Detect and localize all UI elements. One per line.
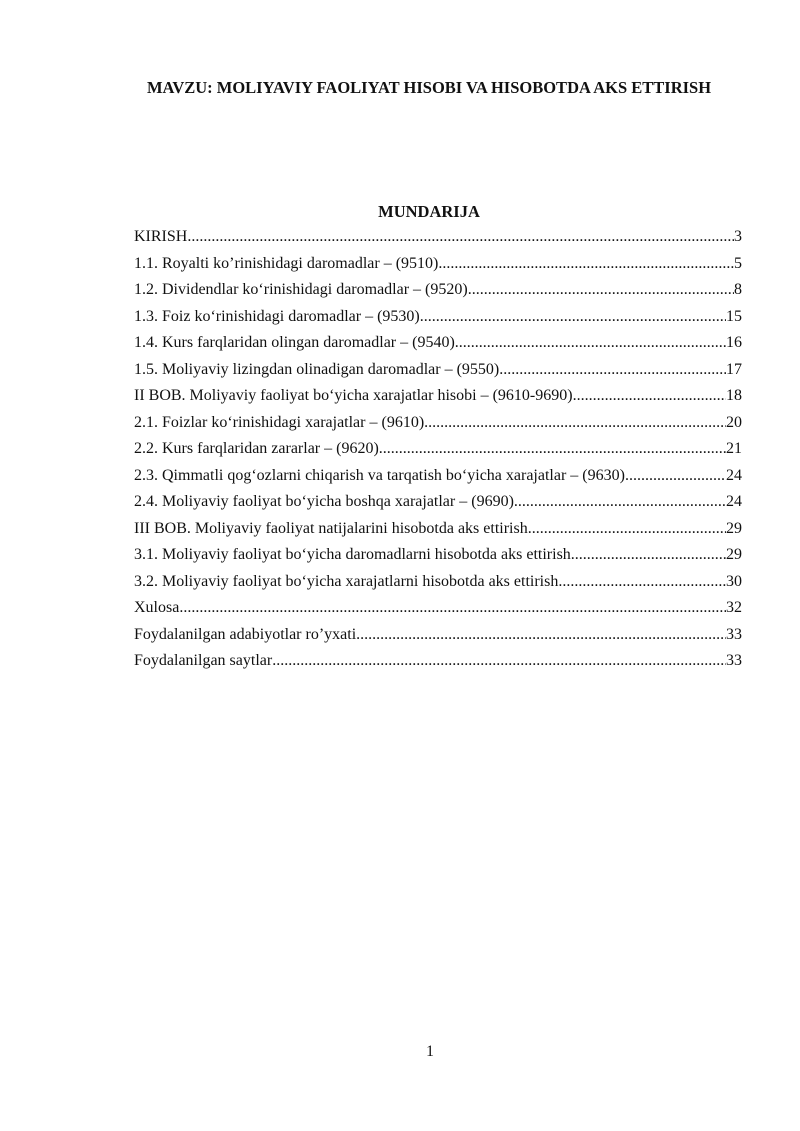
toc-entry-label: 1.5. Moliyaviy lizingdan olinadigan daromadlar – (9550) [134, 360, 500, 378]
toc-entry-label: 1.3. Foiz ko‘rinishidagi daromadlar – (9530) [134, 307, 420, 325]
toc-heading: MUNDARIJA [378, 202, 480, 221]
dot-leader [455, 330, 726, 357]
toc-entry-page: 18 [726, 387, 742, 404]
toc-entry-2-1[interactable] [134, 410, 742, 437]
toc-entry-page: 33 [726, 625, 742, 643]
toc-entry-label: II BOB. Moliyaviy faoliyat bo‘yicha xarajatlar hisobi – (9610-9690) [134, 387, 573, 404]
toc-entry-page: 29 [726, 519, 742, 537]
dot-leader [379, 436, 726, 463]
toc-entry-chapter-2[interactable] [134, 383, 742, 410]
toc-entry-label: 3.1. Moliyaviy faoliyat bo‘yicha daromadlarni hisobotda aks ettirish [134, 546, 571, 563]
toc-entry-page: 29 [726, 546, 742, 563]
dot-leader [179, 595, 726, 622]
toc-entry-1-3[interactable] [134, 304, 742, 331]
toc-entry-page: 3 [734, 228, 742, 245]
toc-entry-label: 2.3. Qimmatli qog‘ozlarni chiqarish va tarqatish bo‘yicha xarajatlar – (9630). [134, 466, 629, 484]
page-number: 1 [426, 1043, 434, 1060]
toc-entry-page: 32 [726, 599, 742, 616]
toc-entry-label: Foydalanilgan saytlar [134, 652, 273, 669]
dot-leader [468, 277, 734, 304]
toc-entry-label: 1.4. Kurs farqlaridan olingan daromadlar – (9540) [134, 334, 455, 351]
toc-entry-label: 2.4. Moliyaviy faoliyat bo‘yicha boshqa xarajatlar – (9690) [134, 493, 514, 510]
toc-entry-1-1[interactable] [134, 251, 742, 278]
dot-leader [424, 410, 726, 437]
toc-entry-page: 30 [726, 572, 742, 590]
dot-leader [571, 542, 726, 569]
dot-leader [573, 383, 726, 410]
toc-entry-page: 20 [726, 413, 742, 431]
toc-entry-literature[interactable] [134, 622, 742, 649]
toc-entry-page: 5 [734, 254, 742, 272]
toc-entry-label: 2.2. Kurs farqlaridan zararlar – (9620) [134, 440, 379, 457]
toc-entry-1-5[interactable] [134, 357, 742, 384]
dot-leader [356, 622, 726, 649]
toc-entry-3-2[interactable] [134, 569, 742, 596]
toc-entry-label: 1.2. Dividendlar ko‘rinishidagi daromadlar – (9520) [134, 281, 468, 298]
dot-leader [528, 516, 726, 543]
toc-entry-xulosa[interactable] [134, 595, 742, 622]
toc-entry-websites[interactable] [134, 648, 742, 675]
toc-entry-page: 33 [726, 652, 742, 669]
toc-entry-page: 16 [726, 334, 742, 351]
toc-entry-page: 17 [726, 360, 742, 378]
toc-entry-label: 2.1. Foizlar ko‘rinishidagi xarajatlar – (9610) [134, 413, 425, 431]
table-of-contents [134, 224, 742, 675]
dot-leader [499, 357, 726, 384]
toc-entry-1-2[interactable] [134, 277, 742, 304]
toc-entry-page: 24 [726, 466, 742, 484]
toc-entry-label: 1.1. Royalti ko’rinishidagi daromadlar – (9510) [134, 254, 439, 272]
dot-leader [438, 251, 734, 278]
dot-leader [420, 304, 726, 331]
toc-entry-2-4[interactable] [134, 489, 742, 516]
toc-entry-label: Xulosa [134, 599, 180, 616]
toc-entry-page: 21 [726, 440, 742, 457]
toc-entry-label: KIRISH [134, 228, 188, 245]
dot-leader [272, 648, 726, 675]
toc-entry-1-4[interactable] [134, 330, 742, 357]
toc-entry-2-2[interactable] [134, 436, 742, 463]
toc-entry-kirish[interactable] [134, 224, 742, 251]
toc-entry-page: 8 [734, 281, 742, 298]
toc-entry-label: 3.2. Moliyaviy faoliyat bo‘yicha xarajatlarni hisobotda aks ettirish [134, 572, 559, 590]
toc-entry-label: Foydalanilgan adabiyotlar ro’yxati [134, 625, 357, 643]
toc-entry-3-1[interactable] [134, 542, 742, 569]
dot-leader [629, 463, 726, 490]
dot-leader [558, 569, 726, 596]
dot-leader [187, 224, 734, 251]
dot-leader [514, 489, 726, 516]
toc-entry-chapter-3[interactable] [134, 516, 742, 543]
toc-entry-page: 15 [726, 307, 742, 325]
toc-entry-page: 24 [726, 493, 742, 510]
toc-entry-label: III BOB. Moliyaviy faoliyat natijalarini hisobotda aks ettirish [134, 519, 528, 537]
toc-entry-2-3[interactable] [134, 463, 742, 490]
document-title: MAVZU: MOLIYAVIY FAOLIYAT HISOBI VA HISOBOTDA AKS ETTIRISH [146, 78, 712, 97]
